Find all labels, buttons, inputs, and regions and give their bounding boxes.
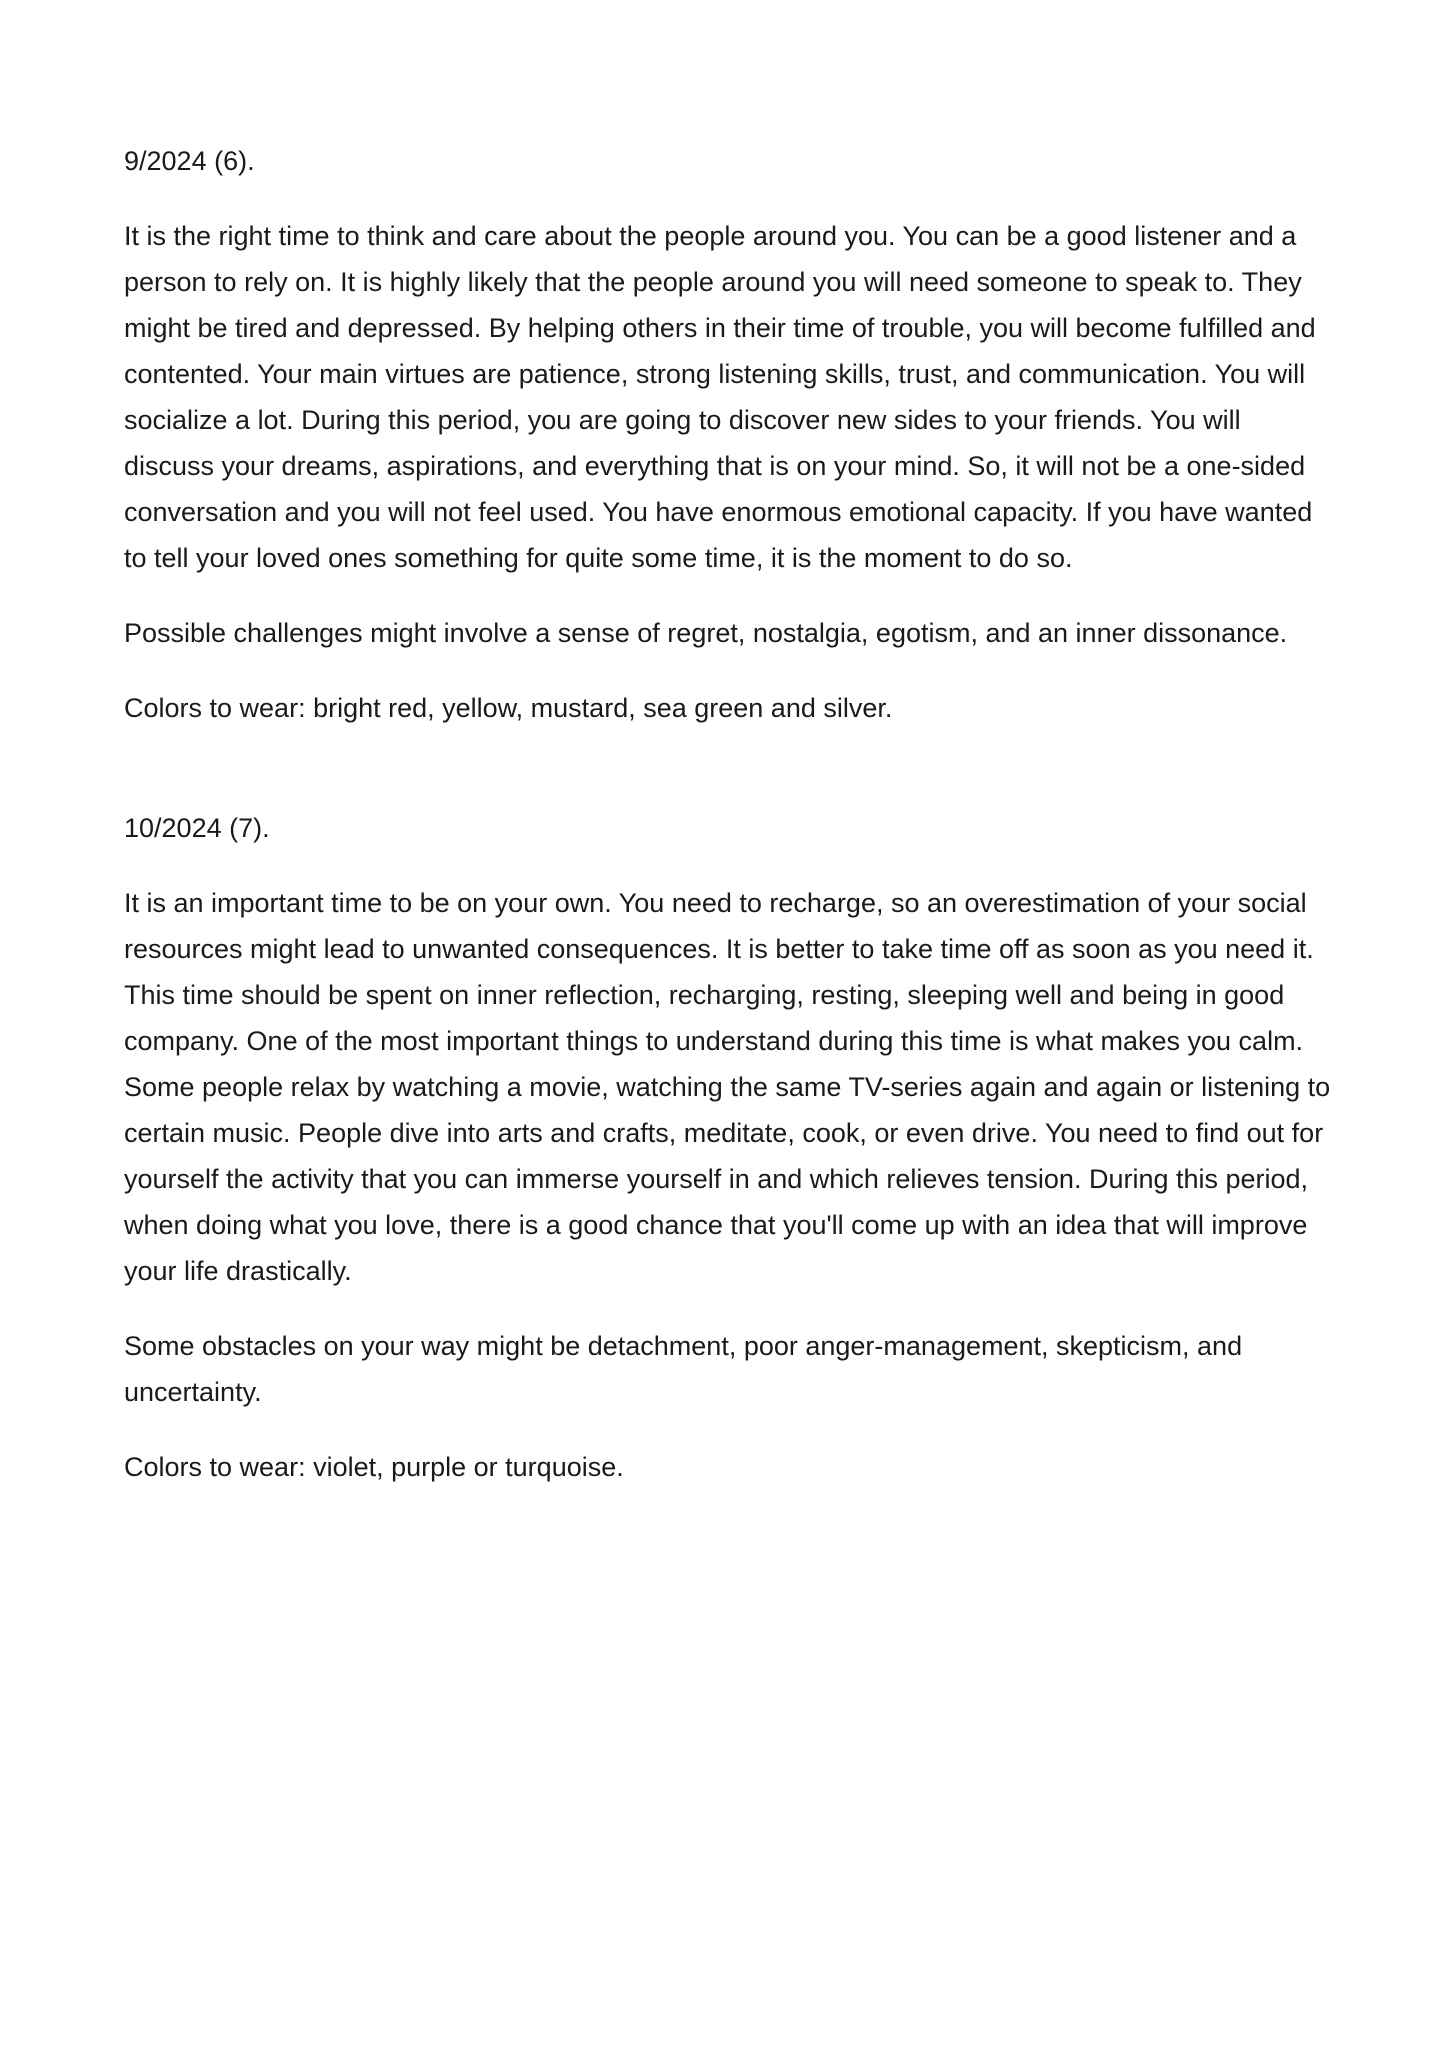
section-october xyxy=(124,805,1336,1490)
section-heading: 10/2024 (7). xyxy=(124,813,270,843)
section-paragraph: It is the right time to think and care about the people around you. You can be a good listener and a person to rely on. It is highly likely that the people around you will need someone to speak to. They might be tired and depressed. By helping others in their time of trouble, you will become fulfilled and contented. Your main virtues are patience, strong listening skills, trust, and communication. You will socialize a lot. During this period, you are going to discover new sides to your friends. You will discuss your dreams, aspirations, and everything that is on your mind. So, it will not be a one-sided conversation and you will not feel used. You have enormous emotional capacity. If you have wanted to tell your loved ones something for quite some time, it is the moment to do so. xyxy=(124,221,1316,573)
section-paragraph: It is an important time to be on your own. You need to recharge, so an overestimation of your social resources might lead to unwanted consequences. It is better to take time off as soon as you need it. This time should be spent on inner reflection, recharging, resting, sleeping well and being in good company. One of the most important things to understand during this time is what makes you calm. Some people relax by watching a movie, watching the same TV-series again and again or listening to certain music. People dive into arts and crafts, meditate, cook, or even drive. You need to find out for yourself the activity that you can immerse yourself in and which relieves tension. During this period, when doing what you love, there is a good chance that you'll come up with an idea that will improve your life drastically. xyxy=(124,888,1331,1286)
section-heading: 9/2024 (6). xyxy=(124,146,255,176)
challenges-paragraph: Possible challenges might involve a sense of regret, nostalgia, egotism, and an inner dissonance. xyxy=(124,618,1288,648)
colors-paragraph: Colors to wear: violet, purple or turquoise. xyxy=(124,1452,624,1482)
obstacles-paragraph: Some obstacles on your way might be detachment, poor anger-management, skepticism, and uncertainty. xyxy=(124,1331,1243,1407)
section-september xyxy=(124,138,1336,731)
colors-paragraph: Colors to wear: bright red, yellow, mustard, sea green and silver. xyxy=(124,693,893,723)
document-body xyxy=(124,138,1336,1519)
section-divider-space xyxy=(124,760,1336,805)
